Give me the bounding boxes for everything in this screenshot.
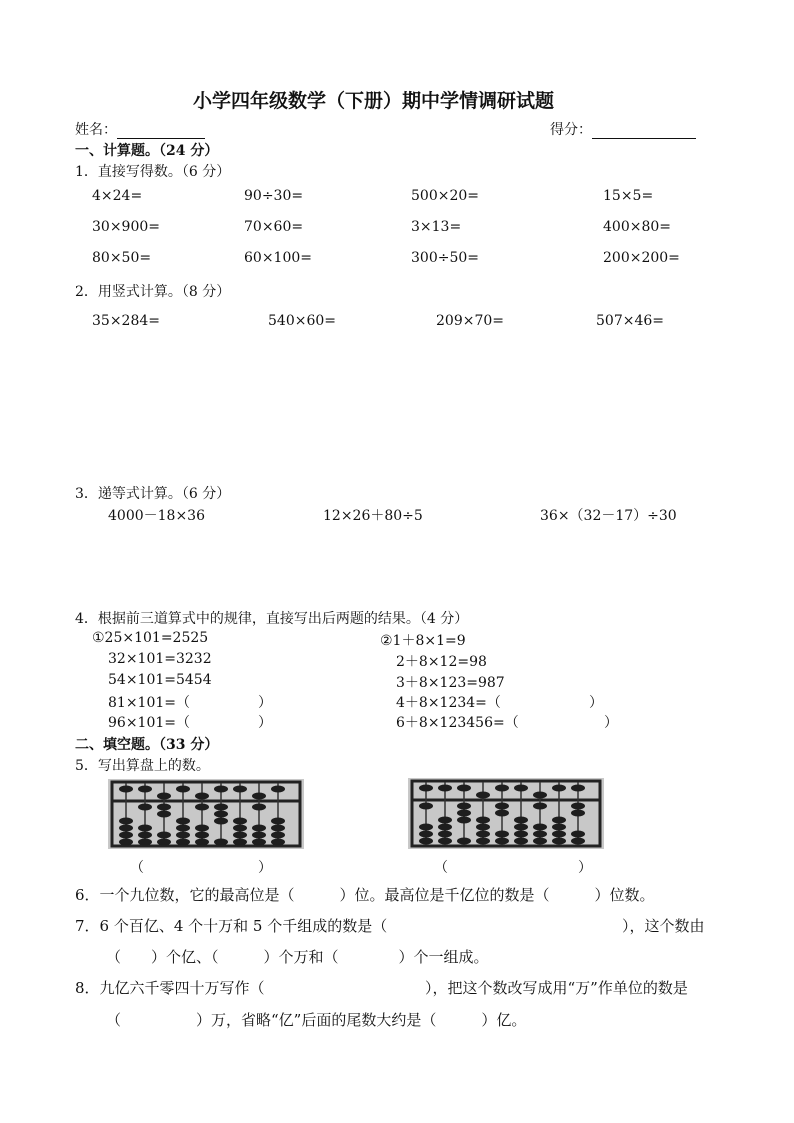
q3-label: 3．递等式计算。（6 分） bbox=[75, 486, 231, 502]
score-blank[interactable] bbox=[592, 124, 696, 139]
q1-item: 4×24= bbox=[92, 188, 143, 204]
score-field[interactable] bbox=[550, 119, 696, 139]
q1-item: 80×50= bbox=[92, 250, 152, 266]
q2-item: 35×284= bbox=[92, 313, 160, 329]
q4-left-item: 54×101=5454 bbox=[108, 672, 212, 688]
q5-label: 5．写出算盘上的数。 bbox=[75, 758, 210, 774]
q2-label: 2．用竖式计算。（8 分） bbox=[75, 284, 231, 300]
q4-left-item: 81×101=（ bbox=[108, 695, 190, 711]
q4-right-close: ） bbox=[604, 715, 618, 731]
abacus-image-2 bbox=[408, 778, 604, 849]
q7-line2: （ ）个亿、（ ）个万和（ ）个一组成。 bbox=[106, 948, 489, 966]
q4-left-close: ） bbox=[258, 715, 272, 731]
q3-item: 36×（32－17）÷30 bbox=[540, 508, 677, 524]
abacus-image-1 bbox=[108, 779, 304, 849]
q3-item: 4000－18×36 bbox=[108, 508, 205, 524]
q1-item: 3×13= bbox=[411, 219, 462, 235]
q1-item: 15×5= bbox=[603, 188, 654, 204]
q2-item: 507×46= bbox=[596, 313, 664, 329]
q5-answer-open-1: （ bbox=[130, 860, 144, 876]
abacus-drawing-2 bbox=[408, 778, 604, 849]
q1-item: 60×100= bbox=[244, 250, 312, 266]
q7-line1a: 7．6 个百亿、4 个十万和 5 个千组成的数是（ bbox=[75, 917, 388, 935]
q2-item: 209×70= bbox=[436, 313, 504, 329]
q1-item: 200×200= bbox=[603, 250, 680, 266]
abacus-drawing-1 bbox=[108, 779, 304, 849]
page-title: 小学四年级数学（下册）期中学情调研试题 bbox=[193, 90, 555, 112]
q4-left-item: 32×101=3232 bbox=[108, 651, 212, 667]
q1-item: 500×20= bbox=[411, 188, 479, 204]
q4-right-item: 4＋8×1234=（ bbox=[396, 695, 501, 711]
q4-right-item: 2＋8×12=98 bbox=[396, 654, 487, 670]
q4-right-item: 3＋8×123=987 bbox=[396, 675, 505, 691]
q1-item: 30×900= bbox=[92, 219, 160, 235]
name-blank[interactable] bbox=[117, 124, 205, 139]
q8-line2: （ ）万，省略“亿”后面的尾数大约是（ ）亿。 bbox=[106, 1011, 527, 1029]
q4-left-close: ） bbox=[258, 695, 272, 711]
q5-answer-close-1[interactable]: ） bbox=[258, 860, 272, 876]
q4-left-item: 96×101=（ bbox=[108, 715, 190, 731]
q1-item: 300÷50= bbox=[411, 250, 479, 266]
q4-right-item: ②1＋8×1=9 bbox=[380, 633, 466, 649]
q5-answer-close-2[interactable]: ） bbox=[578, 860, 592, 876]
q1-label: 1．直接写得数。（6 分） bbox=[75, 164, 231, 180]
q3-item: 12×26＋80÷5 bbox=[323, 508, 423, 524]
q1-item: 400×80= bbox=[603, 219, 671, 235]
name-field[interactable] bbox=[75, 119, 205, 139]
q4-label: 4．根据前三道算式中的规律，直接写出后两题的结果。（4 分） bbox=[75, 611, 469, 627]
q4-right-close: ） bbox=[589, 695, 603, 711]
q5-answer-open-2: （ bbox=[434, 860, 448, 876]
q1-item: 70×60= bbox=[244, 219, 304, 235]
q4-left-item: ①25×101=2525 bbox=[92, 630, 209, 646]
q6-text: 6．一个九位数，它的最高位是（ ）位。最高位是千亿位的数是（ ）位数。 bbox=[75, 886, 655, 904]
score-label: 得分： bbox=[550, 122, 592, 138]
q4-right-item: 6＋8×123456=（ bbox=[396, 715, 519, 731]
q2-item: 540×60= bbox=[268, 313, 336, 329]
q1-item: 90÷30= bbox=[244, 188, 304, 204]
q8-line1a: 8．九亿六千零四十万写作（ bbox=[75, 979, 265, 997]
section1-heading: 一、计算题。（24 分） bbox=[75, 143, 219, 159]
q7-line1b: ），这个数由 bbox=[622, 917, 705, 935]
q8-line1b: ），把这个数改写成用“万”作单位的数是 bbox=[425, 979, 688, 997]
name-label: 姓名： bbox=[75, 122, 117, 138]
section2-heading: 二、填空题。（33 分） bbox=[75, 737, 219, 753]
